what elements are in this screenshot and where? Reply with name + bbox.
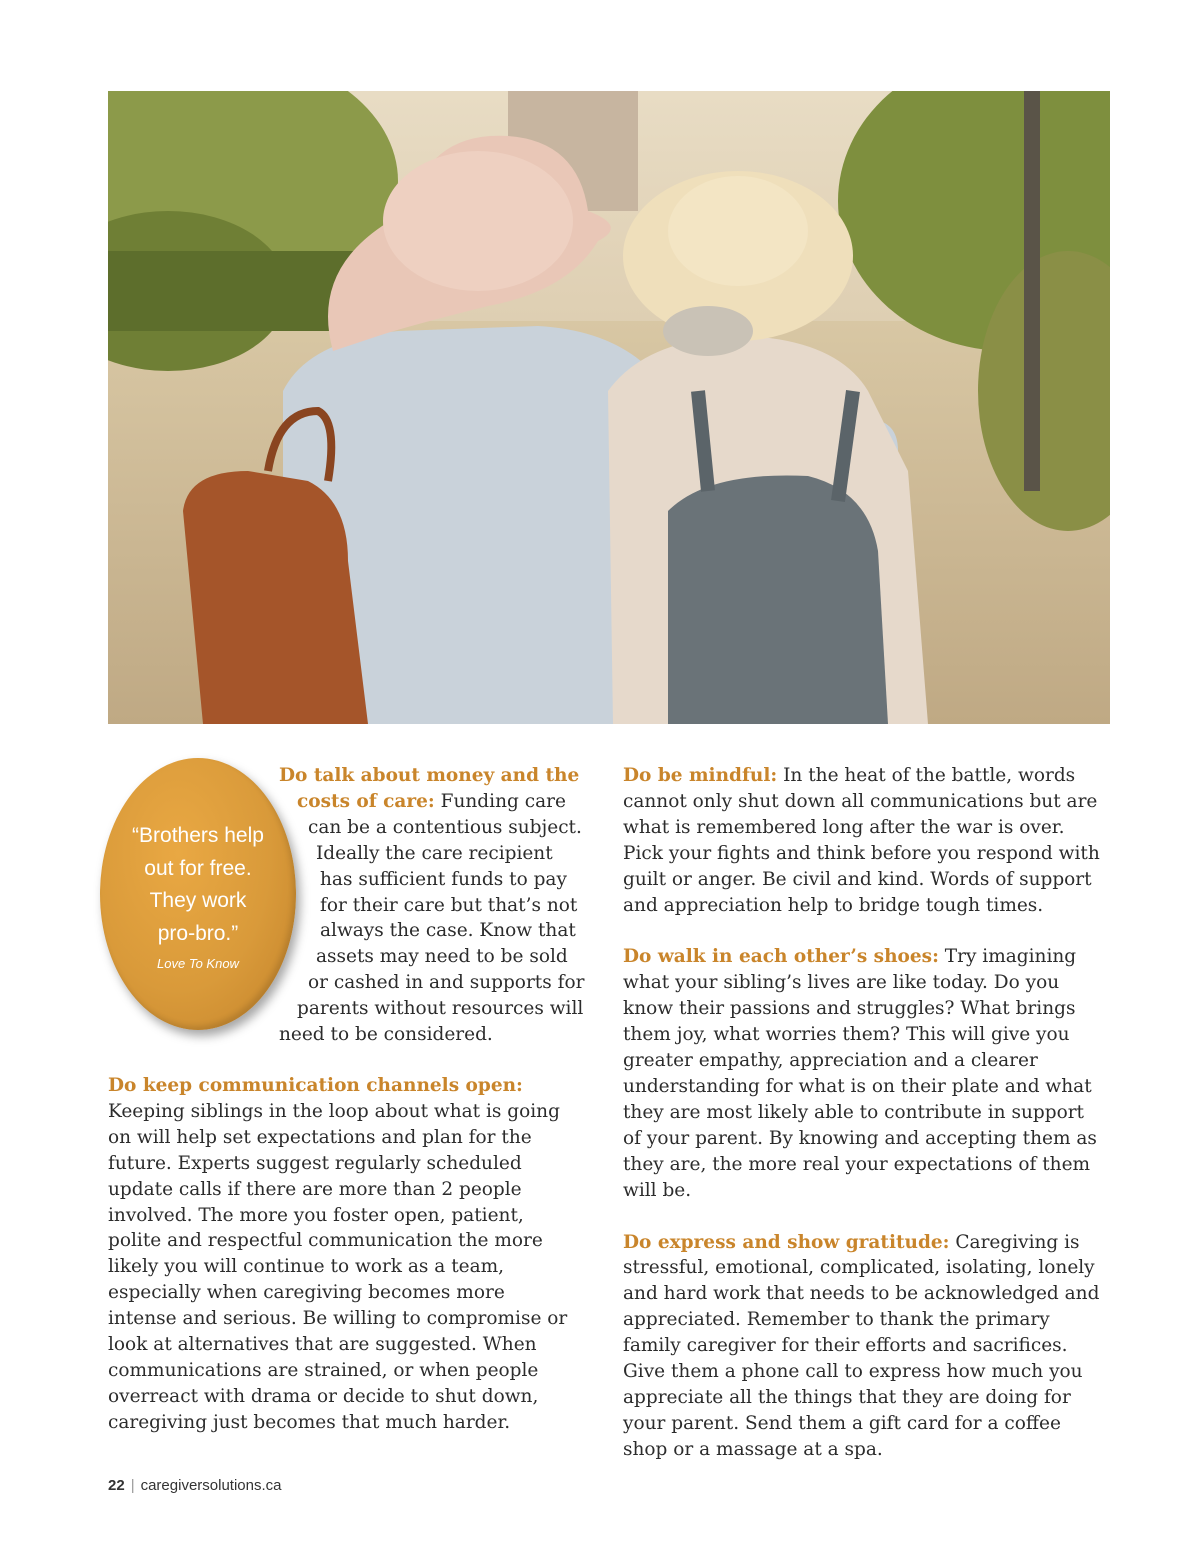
- communication-paragraph: [108, 1073, 578, 1436]
- money-body-line: Ideally the care recipient: [316, 842, 553, 864]
- page-number: 22: [108, 1477, 125, 1494]
- mindful-heading: Do be mindful:: [623, 765, 778, 786]
- money-heading-line-1: Do talk about money and the: [279, 765, 580, 786]
- money-body-line: can be a contentious subject.: [308, 816, 582, 838]
- communication-body: Keeping siblings in the loop about what is going on will help set expectations and plan for the future. Experts suggest regularly scheduled update calls if there are more than 2 people involved. The more you foster open, patient, polite and respectful communication the more likely you will continue to work as a team, especially when caregiving becomes more intense and serious. Be willing to compromise or look at alternatives that are suggested. When communications are strained, or when people overreact with drama or decide to shut down, caregiving just becomes that much harder.: [108, 1100, 568, 1433]
- page-footer: [108, 1477, 282, 1494]
- money-body-line: has sufficient funds to pay: [320, 868, 567, 890]
- pull-quote-source: Love To Know: [157, 956, 239, 971]
- footer-separator: |: [130, 1477, 135, 1494]
- gratitude-heading: Do express and show gratitude:: [623, 1231, 950, 1253]
- shoes-heading: Do walk in each other’s shoes:: [623, 946, 939, 968]
- money-line-1: [0, 763, 590, 789]
- right-column: [623, 763, 1103, 1463]
- hero-photo: [108, 91, 1110, 724]
- pull-quote-text: “Brothers help out for free. They work pro-bro.”: [132, 824, 264, 945]
- footer-website[interactable]: caregiversolutions.ca: [140, 1477, 282, 1494]
- paragraph-gap: [623, 918, 1103, 944]
- money-heading-line-2: costs of care:: [297, 790, 435, 812]
- photo-two-women-walking-icon: [108, 91, 1110, 724]
- mindful-paragraph: [623, 763, 1103, 918]
- money-line-2: [0, 789, 590, 815]
- shoes-body: Try imagining what your sibling’s lives are like today. Do you know their passions and struggles? What brings them joy, what worries them? This will give you greater empathy, appreciation and a clearer understanding for what is on their plate and what they are most likely able to contribute in support of your parent. By knowing and accepting them as they are, the more real your expectations of them will be.: [623, 946, 1097, 1201]
- money-body-line: parents without resources will: [297, 998, 584, 1020]
- paragraph-gap: [623, 1204, 1103, 1230]
- money-body-line: assets may need to be sold: [316, 946, 568, 968]
- money-body-line: or cashed in and supports for: [308, 972, 585, 994]
- communication-heading: Do keep communication channels open:: [108, 1075, 523, 1096]
- money-body-line: for their care but that’s not: [320, 894, 578, 916]
- mindful-body: In the heat of the battle, words cannot only shut down all communications but are what is remembered long after the war is over. Pick your fights and think before you respond with guilt or anger. Be civil and kind. Words of support and appreciation help to bridge tough times.: [623, 765, 1100, 916]
- section-communication: [108, 1073, 578, 1436]
- gratitude-paragraph: [623, 1230, 1103, 1463]
- section-money: [0, 763, 590, 1048]
- money-body-line: need to be considered.: [279, 1024, 493, 1046]
- shoes-paragraph: [623, 944, 1103, 1203]
- money-body-line: always the case. Know that: [320, 920, 576, 942]
- money-body-line: Funding care: [434, 790, 566, 812]
- gratitude-body: Caregiving is stressful, emotional, complicated, isolating, lonely and hard work that needs to be acknowledged and appreciated. Remember to thank the primary family caregiver for their efforts and sacrifices. Give them a phone call to express how much you appreciate all the things that they are doing for your parent. Send them a gift card for a coffee shop or a massage at a spa.: [623, 1231, 1100, 1460]
